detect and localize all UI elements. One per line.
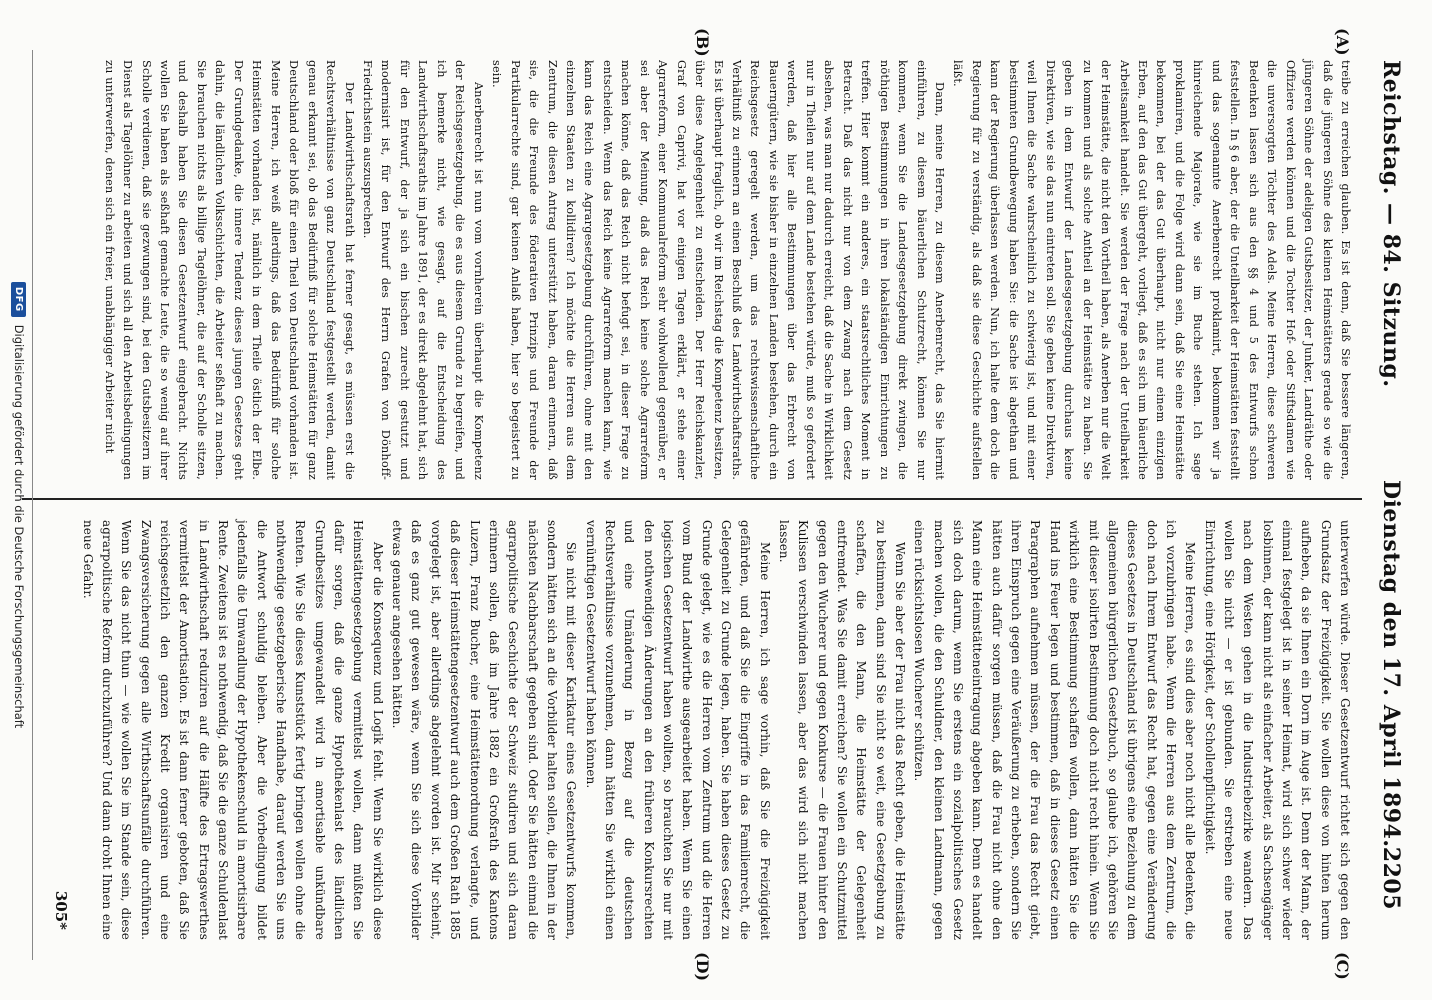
text-column-right bbox=[77, 520, 1354, 940]
paragraph: Meine Herren, ich sage vorhin, daß Sie die Freizügigkeit gefährden, und daß Sie die Eingriffe in das Familienrecht, die Gelegenheit zu Grunde legen, haben. Sie haben dieses Gesetz zu Grunde gelegt, wie es die Herren vom Zentrum und die Herren vom Bund der Landwirthe ausgearbeitet haben. Wenn Sie einen logischen Gesetzentwurf haben wollten, so brauchten Sie nur mit den nothwendigen Änderungen an den früheren Konkursrechten und eine Umänderung in Bezug auf die deutschen Rechtsverhältnisse vorzunehmen, dann hätten Sie wirklich einen vernünftigen Gesetzentwurf haben können. bbox=[583, 520, 772, 940]
margin-mark-d: (D) bbox=[693, 952, 712, 982]
dfg-logo-icon: DFG bbox=[12, 282, 27, 317]
digitization-footer bbox=[6, 50, 33, 960]
page-header bbox=[1368, 60, 1404, 910]
page-number: 2205 bbox=[1378, 846, 1404, 910]
footer-text: Digitalisierung gefördert durch die Deutsche Forschungsgemeinschaft bbox=[12, 324, 26, 729]
sheet-signature: 305* bbox=[52, 890, 70, 930]
paragraph: Der Landwirthschaftsrath hat ferner gesagt, es müssen erst die Rechtsverhältnisse von ganz Deutschland festgestellt werden, damit genau erkannt sei, ob das Bedürfniß für solche Heimstätten für ganz Deutschland oder bloß für einen Theil von Deutschland vorhanden ist. Meine Herren, ich weiß allerdings, daß das Bedürfniß für solche Heimstätten vorhanden ist, nämlich in dem Theile östlich der Elbe. Der Grundgedanke, die innere Tendenz dieses jungen Gesetzes geht dahin, die ländlichen Volksschichten, die Arbeiter seßhaft zu machen. Sie brauchen nichts als billige Tagelöhner, die auf der Scholle sitzen, und deshalb haben Sie diesen Gesetzentwurf eingebracht. Nichts wollen Sie haben als seßhaft gemachte Leute, die so wenig auf ihrer Scholle verdienen, daß sie gezwungen sind, bei den Gutsbesitzern im Dienst als Tagelöhner zu arbeiten und sich all den Arbeitsbedingungen zu unterwerfen, denen sich ein freier, unabhängiger Arbeiter nicht bbox=[102, 60, 356, 480]
margin-mark-c: (C) bbox=[1333, 952, 1352, 980]
paragraph: Wenn Sie aber der Frau nicht das Recht geben, die Heimstätte zu bestimmen, dann sind Sie nicht so weit, eine Gesetzgebung zu schaffen, die den Mann, die Heimstätte der Gelegenheit entfremdet. Was Sie damit erreichen? Sie wollen ein Schutzmittel gegen den Wucherer und gegen Konkurse — die Frauen hinter den Kulissen verschwinden lassen, aber das wird sich nicht machen lassen. bbox=[777, 520, 908, 940]
paragraph: Anerbenrecht ist nun vom vornherein überhaupt die Kompetenz der Reichsgesetzgebung, die es aus diesem Grunde zu begreifen, und ich bemerke nicht, wie gesagt, auf die Entscheidung des Landwirthschaftsraths im Jahre 1891, der es direkt abgelehnt hat, sich für den Entwurf, der ja sich ein bischen zurecht gestutzt und modernisirt ist, für den Entwurf des Herrn Grafen von Dönhoff-Friedrichstein auszusprechen. bbox=[360, 60, 485, 480]
paragraph: Aber die Konsequenz und Logik fehlt. Wenn Sie wirklich diese Heimstättengesetzgebung vermittelst wollen, dann müßten Sie dafür sorgen, daß die ganze Hypothekenlast des ländlichen Grundbesitzes umgewandelt wird in amortisable unkündbare Renten. Wie Sie dieses Kunststück fertig bringen wollen ohne die nothwendige gesetzgeberische Handhabe, darauf werden Sie uns die Antwort schuldig bleiben. Aber die Vorbedingung bildet jedenfalls die Umwandlung der Hypothekenschuld in amortisirbare Rente. Zweitens ist es nothwendig, daß Sie die ganze Schuldenlast in Landwirthschaft reduziren auf die Hälfte des Ertragswerthes vermittelst der Amortisation. Es ist dann ferner geboten, daß Sie reichsgesetzlich den ganzen Kredit organisiren und eine Zwangsversicherung gegen alle Wirthschaftsunfälle durchführen. Wenn Sie das nicht thun — wie wollen Sie im Stande sein, diese agrarpolitische Reform durchzuführen? Und dann droht Ihnen eine neue Gefahr. bbox=[80, 520, 385, 940]
paragraph: Dann, meine Herren, zu diesem Anerbenrecht, das Sie hiermit einführen, zu diesem bäuerlichen Schutzrecht, können Sie nur kommen, wenn Sie die Landesgesetzgebung direkt zwingen, die nöthigen Bestimmungen in ihren lokalständigen Einrichtungen zu treffen. Hier kommt ein anderes, ein staatsrechtliches Moment in Betracht. Daß das nicht nur von dem Zwang nach dem Gesetz absehen, was man nur dadurch erreicht, daß die Sache in Wirklichkeit nur in Theilen nur auf dem Lande bestehen würde, muß so gefordert werden, daß hier alle Bestimmungen über das Erbrecht von Bauerngütern, wie sie bisher in einzelnen Landen bestehen, durch ein Reichsgesetz geregelt werden, um das rechtswissenschaftliche Verhältniß zu erinnern an einen Beschluß des Landwirthschaftsraths. Es ist überhaupt fraglich, ob wir im Reichstag die Kompetenz besitzen, über diese Angelegenheit zu entscheiden. Der Herr Reichskanzler, Graf von Caprivi, hat vor einigen Tagen erklärt, er stehe einer Agrarreform, einer Kommunalreform sehr wohlwollend gegenüber, er sei aber der Meinung, daß das Reich keine solche Agrarreform machen könne, daß das Reich nicht befugt sei, in dieser Frage zu entscheiden. Wenn das Reich keine Agrarreform machen kann, wie kann das Reich eine Agrargesetzgebung durchführen, ohne mit den einzelnen Staaten zu kollidiren? Ich möchte die Herren aus dem Zentrum, die diesen Antrag unterstützt haben, daran erinnern, daß sie, die die Freunde des föderativen Prinzips und Freunde der Partikularrechte sind, gar keinen Anlaß haben, hier so begeistert zu sein. bbox=[490, 60, 947, 480]
header-date: Dienstag den 17. April 1894. bbox=[1378, 480, 1404, 848]
paragraph: unterwerfen würde. Dieser Gesetzentwurf richtet sich gegen den Grundsatz der Freizügigkeit. Sie wollen diese von hinten herum aufheben, da sie Ihnen ein Dorn im Auge ist. Denn der Mann, der einmal festgelegt ist in seiner Heimat, wird sich schwer wieder losbinnen, der kann nicht als einfacher Arbeiter, als Sachsengänger nach dem Westen gehen in die Industriebezirke wandern. Das wollen Sie nicht — er ist gebunden. Sie erstreben eine neue Einrichtung, eine Hörigkeit, der Schollenpflichtigkeit. bbox=[1202, 520, 1352, 940]
paragraph: Meine Herren, es sind dies aber noch nicht alle Bedenken, die ich vorzubringen habe. Wenn die Herren aus dem Zentrum, die doch nach Ihrem Entwurf das Recht hat, gegen eine Veränderung dieses Gesetzes in Deutschland ist übrigens eine Beziehung zu dem allgemeinen bürgerlichen Gesetzbuch, so glaube ich, gehören Sie mit dieser isolirten Bestimmung doch nicht recht hinein. Wenn Sie wirklich eine Bestimmung schaffen wollen, dann hätten Sie die Hand ins Feuer legen und bestimmen, daß in dieses Gesetz einen Paragraphen aufnehmen müssen, der die Frau das Recht giebt, ihren Einspruch gegen eine Veräußerung zu erheben, sondern Sie hätten auch dafür sorgen müssen, daß die Frau nicht ohne den Mann eine Heimstätteneintragung abgeben kann. Denn es handelt sich doch darum, wenn Sie erstens ein sozialpolitisches Gesetz machen wollen, die den Schuldner, den kleinen Landmann, gegen einen rücksichtslosen Wucherer schützen. bbox=[912, 520, 1198, 940]
margin-mark-a: (A) bbox=[1333, 28, 1352, 56]
paragraph: treibe zu erreichen glauben. Es ist denn, daß Sie bessere längeren, daß die jüngeren Söhne des kleinen Heimstätters gerade so wie die jüngeren Söhne der adeligen Gutsbesitzer, der Junker, Landräthe oder Offiziere werden können und die Tochter Hof- oder Stiftsdamen wie die unversorgten Töchter des Adels. Meine Herren, diese schweren Bedenken lassen sich aus den §§ 4 und 5 des Entwurfs schon feststellen. In § 6 aber, der die Unteilbarkeit der Heimstätten feststellt und das sogenannte Anerbenrecht proklamirt, bekommen wir ja hinreichende Majorate, wie sie im Buche stehen. Ich sage proklamiren, und die Folge wird dann sein, daß Sie eine Heimstätte bekommen, bei der das Gut überhaupt, nicht nur einem einzigen Erben, auf den das Gut übergeht, vorliegt, daß es sich um bäuerliche Arbeitsamkeit handelt. Sie werden der Frage nach der Unteilbarkeit der Heimstätte, die nicht den Vortheil haben, als Anerben nur die Welt zu kommen und als solche Antheil an der Heimstätte zu haben. Sie geben in dem Entwurf der Landesgesetzgebung durchaus keine Direktiven, wie sie das nun eintreten soll. Sie geben keine Direktiven, weil Ihnen die Sache wahrscheinlich zu schwierig ist, und mit einer bestimmten Grundbewegung haben Sie: die Sache ist abgethan und kann der Regierung überlassen werden. Nun, ich halte dem doch die Regierung für zu verständig, als daß sie diese Geschichte aufstellen läßt. bbox=[951, 60, 1352, 480]
column-divider bbox=[22, 498, 1362, 500]
header-session: Reichstag. — 84. Sitzung. bbox=[1378, 60, 1404, 388]
margin-mark-b: (B) bbox=[693, 28, 712, 57]
paragraph: Sie nicht mit dieser Karikatur eines Gesetzentwurfs kommen, sondern hätten sich an die Vorbilder halten sollen, die Ihnen in der nächsten Nachbarschaft gegeben sind. Oder Sie hätten einmal die agrarpolitische Geschichte der Schweiz studiren und sich daran erinnern sollen, daß im Jahre 1882 ein Großrath des Kantons Luzern, Franz Bucher, eine Heimstättenordnung verlangte, und daß dieser Heimstättengesetzentwurf auch dem Großen Rath 1885 vorgelegt ist, aber allerdings abgelehnt worden ist. Mir scheint, daß es ganz gut gewesen wäre, wenn Sie sich diese Vorbilder etwas genauer angesehen hätten. bbox=[390, 520, 579, 940]
text-column-left bbox=[99, 60, 1354, 480]
